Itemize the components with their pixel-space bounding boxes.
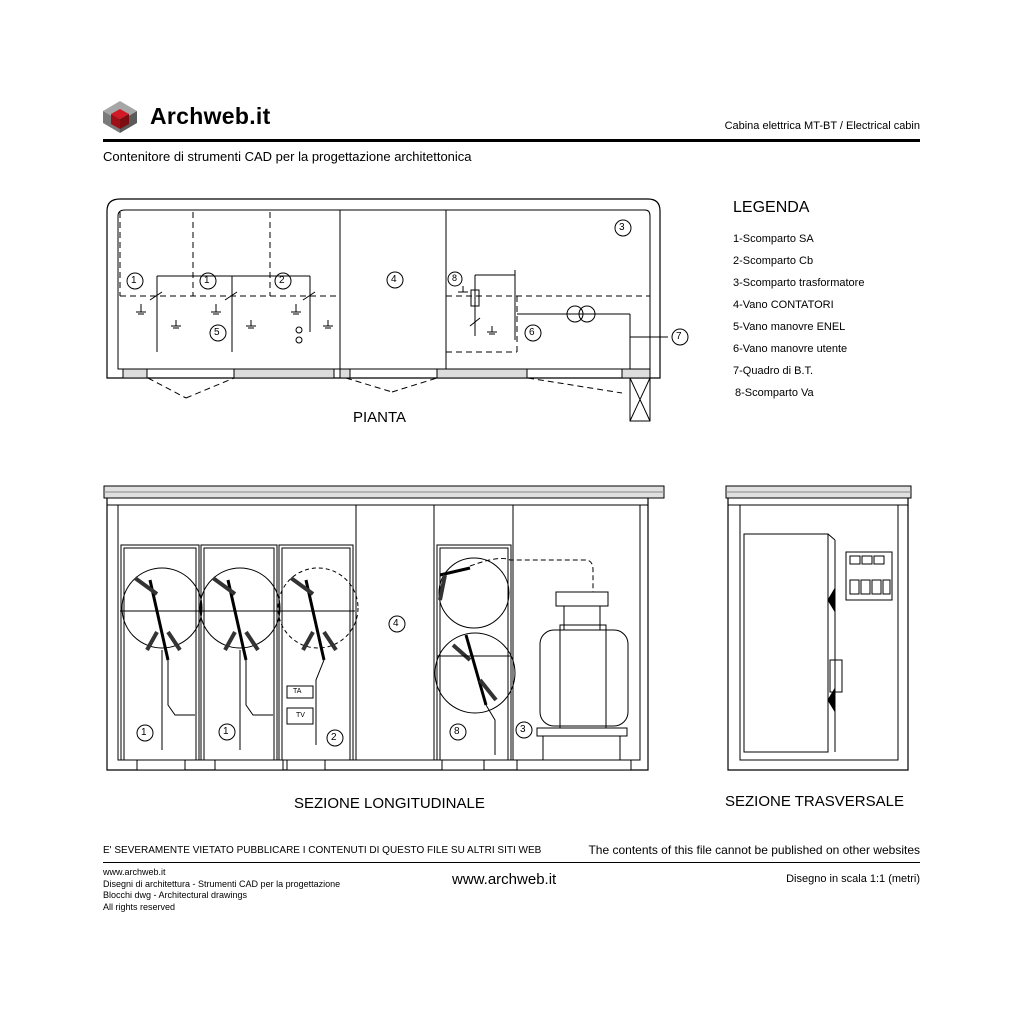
plan-tag: 4 bbox=[391, 274, 397, 285]
plan-tag: 7 bbox=[676, 331, 682, 342]
legend-item: 4-Vano CONTATORI bbox=[733, 299, 834, 311]
footer-line: Disegni di architettura - Strumenti CAD per la progettazione bbox=[103, 879, 341, 889]
section-tag: 2 bbox=[331, 732, 337, 743]
legend-item: 2-Scomparto Cb bbox=[733, 255, 814, 267]
section-tag: 8 bbox=[454, 726, 460, 737]
subtitle: Contenitore di strumenti CAD per la progettazione architettonica bbox=[103, 149, 472, 164]
legend-title: LEGENDA bbox=[733, 199, 810, 216]
plan-tags bbox=[127, 220, 688, 345]
longitudinal-label: SEZIONE LONGITUDINALE bbox=[294, 795, 485, 812]
legend-item: 1-Scomparto SA bbox=[733, 233, 814, 245]
plan-tag: 1 bbox=[131, 275, 137, 286]
plan-tag: 1 bbox=[204, 275, 210, 286]
plan-view bbox=[107, 199, 668, 421]
header-rule bbox=[103, 139, 920, 142]
section-tag: 3 bbox=[520, 724, 526, 735]
earth-symbols bbox=[136, 286, 497, 334]
notice-english: The contents of this file cannot be published on other websites bbox=[588, 843, 920, 857]
section-tag: 4 bbox=[393, 618, 399, 629]
plan-tag: 2 bbox=[279, 275, 285, 286]
ta-label: TA bbox=[293, 688, 302, 695]
footer-site[interactable]: www.archweb.it bbox=[452, 871, 557, 888]
section-tag: 1 bbox=[141, 727, 147, 738]
legend-item: 3-Scomparto trasformatore bbox=[733, 277, 865, 289]
transversal-section bbox=[726, 486, 911, 770]
legend-item: 7-Quadro di B.T. bbox=[733, 365, 814, 377]
tv-label: TV bbox=[296, 712, 305, 719]
archweb-logo bbox=[103, 101, 137, 133]
legend-item: 6-Vano manovre utente bbox=[733, 343, 848, 355]
notice-italian: E' SEVERAMENTE VIETATO PUBBLICARE I CONTENUTI DI QUESTO FILE SU ALTRI SITI WEB bbox=[103, 845, 542, 856]
footer-line: Blocchi dwg - Architectural drawings bbox=[103, 890, 248, 900]
legend-item: 5-Vano manovre ENEL bbox=[733, 321, 846, 333]
plan-tag: 8 bbox=[452, 273, 458, 283]
plan-label: PIANTA bbox=[353, 409, 407, 426]
scale-note: Disegno in scala 1:1 (metri) bbox=[786, 873, 920, 885]
project-title: Cabina elettrica MT-BT / Electrical cabin bbox=[724, 120, 920, 132]
brand-name: Archweb.it bbox=[150, 103, 271, 129]
footer-line: www.archweb.it bbox=[103, 867, 166, 877]
longitudinal-section bbox=[104, 486, 664, 770]
plan-tag: 3 bbox=[619, 222, 625, 233]
plan-tag: 5 bbox=[214, 327, 220, 338]
transversal-label: SEZIONE TRASVERSALE bbox=[725, 793, 904, 810]
footer-line: All rights reserved bbox=[103, 902, 176, 912]
footer-rule bbox=[103, 862, 920, 863]
plan-tag: 6 bbox=[529, 327, 535, 338]
section-tag: 1 bbox=[223, 726, 229, 737]
legend-item: 8-Scomparto Va bbox=[735, 387, 814, 399]
